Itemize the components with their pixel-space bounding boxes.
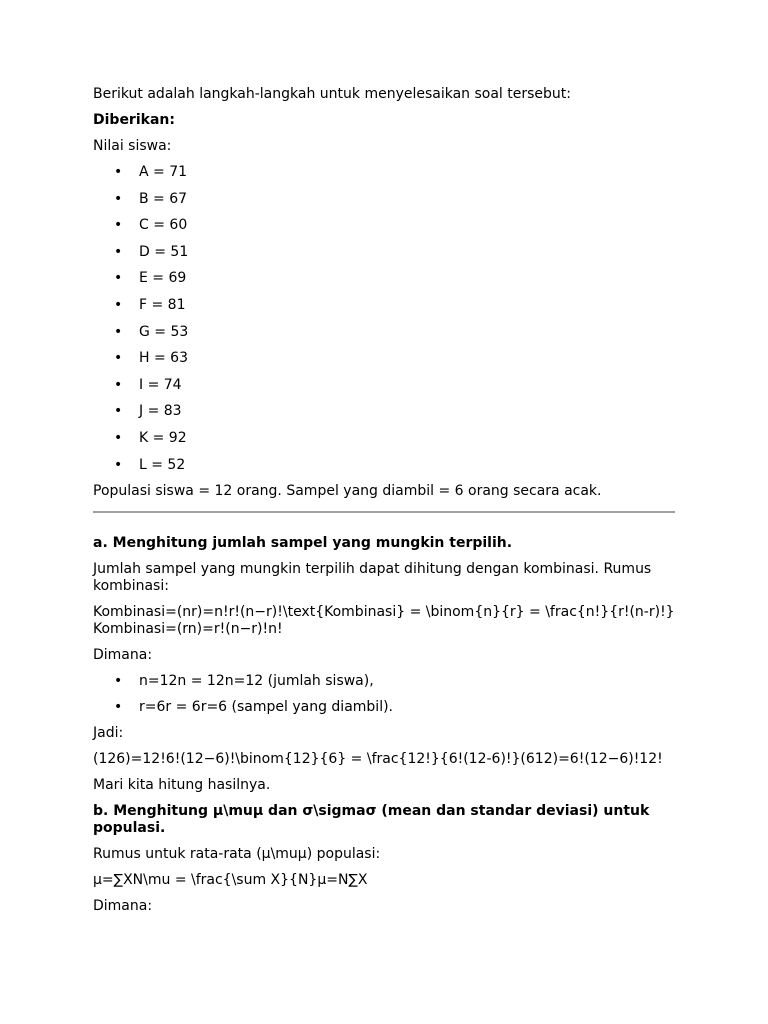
list-item: • A = 71 <box>114 164 188 180</box>
mean-formula: μ=∑XN\mu = \frac{\sum X}{N}μ=N∑X <box>93 872 368 889</box>
list-item: • n=12n = 12n=12 (jumlah siswa), <box>114 672 374 689</box>
section-a-text: Jumlah sampel yang mungkin terpilih dapat dihitung dengan kombinasi. Rumus kombinasi: <box>93 560 652 594</box>
bullet-icon: • <box>114 323 123 340</box>
section-a-next: Mari kita hitung hasilnya. <box>93 777 271 794</box>
scores-label: Nilai siswa: <box>93 138 172 154</box>
intro-text: Berikut adalah langkah-langkah untuk menyelesaikan soal tersebut: <box>93 86 572 102</box>
bullet-icon: • <box>114 456 123 473</box>
list-item: • E = 69 <box>114 270 187 287</box>
section-a-where: Dimana: <box>93 646 153 663</box>
section-b-text: Rumus untuk rata-rata (μ\muμ) populasi: <box>93 846 381 863</box>
bullet-icon: • <box>114 672 123 689</box>
bullet-icon: • <box>114 699 123 716</box>
section-b-where: Dimana: <box>93 898 153 915</box>
list-item: • G = 53 <box>114 323 189 340</box>
document-page <box>93 86 675 924</box>
list-item: • L = 52 <box>114 456 186 473</box>
bullet-icon: • <box>114 350 123 367</box>
list-item: • I = 74 <box>114 376 182 393</box>
section-b-heading: b. Menghitung μ\muμ dan σ\sigmaσ (mean dan standar deviasi) untuk populasi. <box>93 803 650 837</box>
list-item: • B = 67 <box>114 190 188 207</box>
bullet-icon: • <box>114 376 123 393</box>
bullet-icon: • <box>114 296 123 313</box>
given-heading: Diberikan: <box>93 112 175 128</box>
bullet-icon: • <box>114 217 123 234</box>
scores-list <box>93 164 675 474</box>
list-item: • H = 63 <box>114 350 188 367</box>
list-item: • C = 60 <box>114 217 188 234</box>
section-a-so: Jadi: <box>93 725 124 742</box>
bullet-icon: • <box>114 429 123 446</box>
list-item: • K = 92 <box>114 429 187 446</box>
list-item: • J = 83 <box>114 403 182 420</box>
bullet-icon: • <box>114 403 123 420</box>
list-item: • F = 81 <box>114 296 186 313</box>
population-note: Populasi siswa = 12 orang. Sampel yang diambil = 6 orang secara acak. <box>93 482 602 499</box>
section-a-heading: a. Menghitung jumlah sampel yang mungkin terpilih. <box>93 534 513 551</box>
bullet-icon: • <box>114 243 123 260</box>
list-item: • r=6r = 6r=6 (sampel yang diambil). <box>114 699 393 716</box>
combination-formula: Kombinasi=(nr)=n!r!(n−r)!\text{Kombinasi} = \binom{n}{r} = \frac{n!}{r!(n-r)!}Kombinasi=(rn)=r!(n−r)!n! <box>93 603 675 637</box>
bullet-icon: • <box>114 190 123 207</box>
bullet-icon: • <box>114 164 123 180</box>
bullet-icon: • <box>114 270 123 287</box>
variables-list <box>93 673 675 717</box>
combination-calc: (126)=12!6!(12−6)!\binom{12}{6} = \frac{12!}{6!(12-6)!}(612)=6!(12−6)!12! <box>93 751 663 768</box>
list-item: • D = 51 <box>114 243 189 260</box>
horizontal-divider <box>93 511 675 513</box>
